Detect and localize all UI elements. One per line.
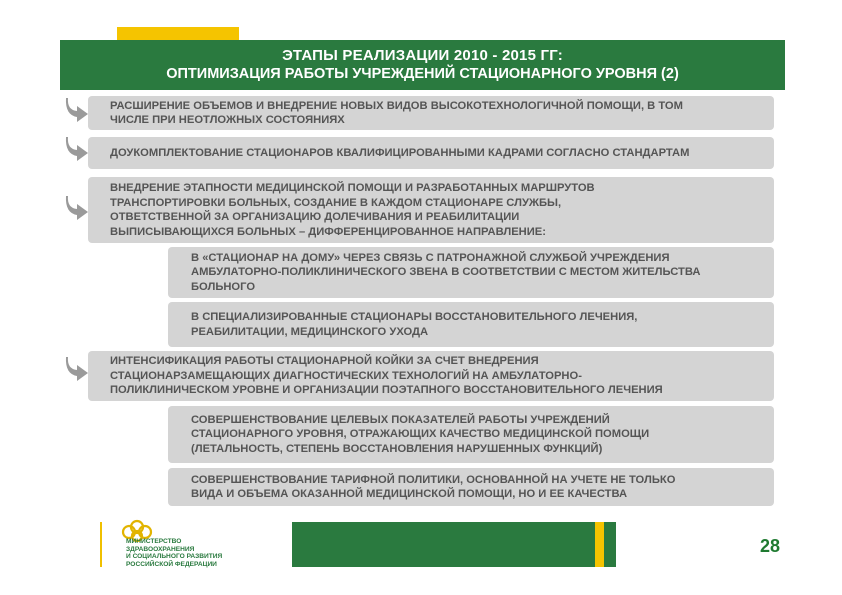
slide-title-line-2: ОПТИМИЗАЦИЯ РАБОТЫ УЧРЕЖДЕНИЙ СТАЦИОНАРНОГО УРОВНЯ (2) [166,66,679,82]
subitem-home-hospital [168,247,774,298]
ministry-name-line: И СОЦИАЛЬНОГО РАЗВИТИЯ [126,553,223,561]
footer-green-bar [292,522,595,567]
footer-divider [100,522,102,567]
item-staffing [88,137,774,169]
item-line: ВЫПИСЫВАЮЩИХСЯ БОЛЬНЫХ – ДИФФЕРЕНЦИРОВАННОЕ НАПРАВЛЕНИЕ: [110,225,546,238]
ministry-name-line: РОССИЙСКОЙ ФЕДЕРАЦИИ [126,560,217,568]
item-line: РАСШИРЕНИЕ ОБЪЕМОВ И ВНЕДРЕНИЕ НОВЫХ ВИДОВ ВЫСОКОТЕХНОЛОГИЧНОЙ ПОМОЩИ, В ТОМ [110,99,683,112]
header-accent-bar [117,27,239,40]
item-line: РЕАБИЛИТАЦИИ, МЕДИЦИНСКОГО УХОДА [191,325,429,338]
item-line: СТАЦИОНАРЗАМЕЩАЮЩИХ ДИАГНОСТИЧЕСКИХ ТЕХНОЛОГИЙ НА АМБУЛАТОРНО- [110,369,582,382]
item-line: АМБУЛАТОРНО-ПОЛИКЛИНИЧЕСКОГО ЗВЕНА В СООТВЕТСТВИИ С МЕСТОМ ЖИТЕЛЬСТВА [191,266,701,279]
page-number: 28 [760,536,781,556]
item-line: ДОУКОМПЛЕКТОВАНИЕ СТАЦИОНАРОВ КВАЛИФИЦИРОВАННЫМИ КАДРАМИ СОГЛАСНО СТАНДАРТАМ [110,146,690,159]
item-line: В СПЕЦИАЛИЗИРОВАННЫЕ СТАЦИОНАРЫ ВОССТАНОВИТЕЛЬНОГО ЛЕЧЕНИЯ, [191,311,638,323]
item-line: ВИДА И ОБЪЕМА ОКАЗАННОЙ МЕДИЦИНСКОЙ ПОМОЩИ, НО И ЕЕ КАЧЕСТВА [191,488,628,500]
item-line: БОЛЬНОГО [191,280,256,293]
item-line: ВНЕДРЕНИЕ ЭТАПНОСТИ МЕДИЦИНСКОЙ ПОМОЩИ И РАЗРАБОТАННЫХ МАРШРУТОВ [110,182,595,194]
item-line: СТАЦИОНАРНОГО УРОВНЯ, ОТРАЖАЮЩИХ КАЧЕСТВО МЕДИЦИНСКОЙ ПОМОЩИ [191,428,650,441]
ministry-name-line: ЗДРАВООХРАНЕНИЯ [126,545,195,553]
item-line: (ЛЕТАЛЬНОСТЬ, СТЕПЕНЬ ВОССТАНОВЛЕНИЯ НАРУШЕННЫХ ФУНКЦИЙ) [191,442,603,455]
subitem-target-indicators [168,406,774,463]
item-line: ОТВЕТСТВЕННОЙ ЗА ОРГАНИЗАЦИЮ ДОЛЕЧИВАНИЯ И РЕАБИЛИТАЦИИ [110,211,520,223]
subitem-tariff-policy [168,468,774,506]
ministry-name-line: МИНИСТЕРСТВО [126,538,182,545]
item-line: ТРАНСПОРТИРОВКИ БОЛЬНЫХ, СОЗДАНИЕ В КАЖДОМ СТАЦИОНАРЕ СЛУЖБЫ, [110,196,562,209]
item-line: СОВЕРШЕНСТВОВАНИЕ ТАРИФНОЙ ПОЛИТИКИ, ОСНОВАННОЙ НА УЧЕТЕ НЕ ТОЛЬКО [191,473,676,486]
item-line: СОВЕРШЕНСТВОВАНИЕ ЦЕЛЕВЫХ ПОКАЗАТЕЛЕЙ РАБОТЫ УЧРЕЖДЕНИЙ [191,413,610,426]
subitem-specialized-hospitals [168,302,774,347]
item-care-stages [88,177,774,243]
item-line: ИНТЕНСИФИКАЦИЯ РАБОТЫ СТАЦИОНАРНОЙ КОЙКИ ЗА СЧЕТ ВНЕДРЕНИЯ [110,355,539,368]
item-line: ЧИСЛЕ ПРИ НЕОТЛОЖНЫХ СОСТОЯНИЯХ [110,114,345,126]
ministry-name [126,538,222,568]
item-bed-intensification [88,351,774,401]
footer-yellow-stripe [595,522,604,567]
item-high-tech-care [88,96,774,130]
item-line: В «СТАЦИОНАР НА ДОМУ» ЧЕРЕЗ СВЯЗЬ С ПАТРОНАЖНОЙ СЛУЖБОЙ УЧРЕЖДЕНИЯ [191,251,670,264]
slide-title-line-1: ЭТАПЫ РЕАЛИЗАЦИИ 2010 - 2015 ГГ: [282,47,563,64]
slide-header [60,40,785,90]
footer-green-stripe [604,522,616,567]
item-line: ПОЛИКЛИНИЧЕСКОМ УРОВНЕ И ОРГАНИЗАЦИИ ПОЭТАПНОГО ВОССТАНОВИТЕЛЬНОГО ЛЕЧЕНИЯ [110,384,663,397]
